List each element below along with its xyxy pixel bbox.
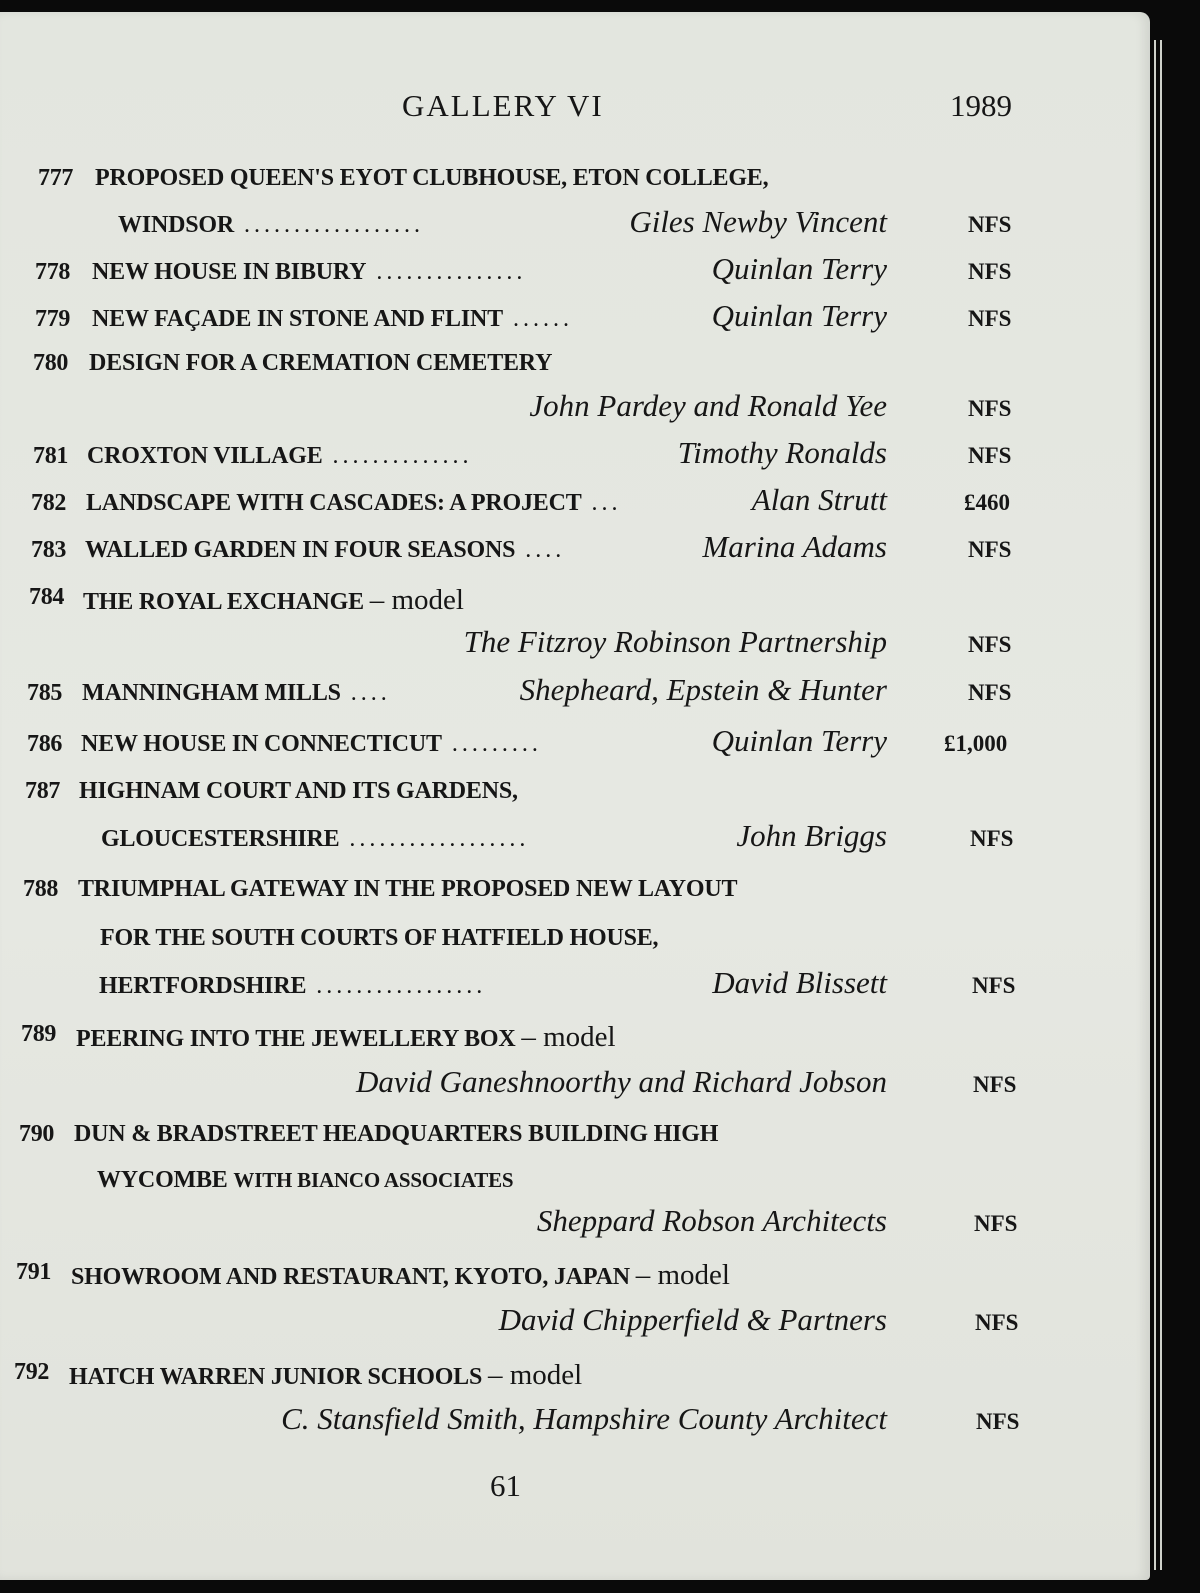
entry-number: 788 [23,876,59,902]
entry-price: NFS [972,973,1016,998]
entry-price: NFS [968,212,1012,237]
entry-number: 787 [25,778,61,804]
entry-price: NFS [968,396,1012,421]
entry-price: NFS [973,1072,1017,1097]
entry-artist: Quinlan Terry [711,298,887,333]
entry-price: NFS [968,443,1012,468]
entry-artist: Alan Strutt [751,482,887,517]
entry-title: PROPOSED QUEEN'S EYOT CLUBHOUSE, ETON COLLEGE, [95,165,769,191]
entry-price: NFS [975,1310,1019,1335]
entry-title: SHOWROOM AND RESTAURANT, KYOTO, JAPAN – model [71,1259,730,1291]
entry-number: 789 [21,1021,57,1047]
entry-medium: – model [521,1021,616,1053]
entry-title-continued: GLOUCESTERSHIRE .................. [101,826,530,852]
page-edge [1160,40,1162,1570]
entry-price: NFS [968,632,1012,657]
entry-title: TRIUMPHAL GATEWAY IN THE PROPOSED NEW LAYOUT [78,876,738,902]
entry-number: 783 [31,537,67,563]
entry-medium: – model [635,1259,730,1291]
entry-number: 786 [27,731,63,757]
entry-artist: C. Stansfield Smith, Hampshire County Architect [281,1401,887,1436]
entry-artist: John Briggs [736,818,887,853]
entry-price: £1,000 [944,731,1008,756]
entry-artist: David Blissett [712,965,887,1000]
entry-price: NFS [970,826,1014,851]
entry-number: 791 [16,1259,52,1285]
entry-price: NFS [976,1409,1020,1434]
entry-title-continued: WYCOMBE WITH BIANCO ASSOCIATES [97,1167,514,1193]
entry-title: NEW HOUSE IN BIBURY ............... [92,259,527,285]
entry-number: 781 [33,443,69,469]
entry-artist: Giles Newby Vincent [629,204,887,239]
entry-number: 782 [31,490,67,516]
entry-price: NFS [974,1211,1018,1236]
entry-price: NFS [968,680,1012,705]
entry-artist: Marina Adams [702,529,887,564]
entry-number: 790 [19,1121,55,1147]
entry-number: 778 [35,259,71,285]
entry-medium: – model [369,584,464,616]
entry-artist: Quinlan Terry [711,723,887,758]
gallery-heading: GALLERY VI [402,88,604,123]
entry-artist: Sheppard Robson Architects [536,1203,887,1238]
entry-title: HIGHNAM COURT AND ITS GARDENS, [79,778,518,804]
entry-title-continued: HERTFORDSHIRE ................. [99,973,487,999]
entry-artist: David Ganeshnoorthy and Richard Jobson [356,1064,887,1099]
entry-number: 785 [27,680,63,706]
page-number: 61 [490,1468,521,1503]
entry-title: DUN & BRADSTREET HEADQUARTERS BUILDING HIGH [74,1121,719,1147]
entry-price: NFS [968,306,1012,331]
entry-title-continued: FOR THE SOUTH COURTS OF HATFIELD HOUSE, [100,925,659,951]
entry-title: HATCH WARREN JUNIOR SCHOOLS – model [69,1359,583,1391]
entry-number: 779 [35,306,71,332]
entry-artist: Shepheard, Epstein & Hunter [519,672,887,707]
entry-artist: David Chipperfield & Partners [498,1302,887,1337]
page-edge [1154,40,1156,1570]
entry-number: 777 [38,165,74,191]
entry-title: THE ROYAL EXCHANGE – model [83,584,464,616]
entry-title: NEW FAÇADE IN STONE AND FLINT ...... [92,306,573,332]
entry-price: NFS [968,259,1012,284]
entry-artist: Timothy Ronalds [677,435,887,470]
entry-number: 792 [14,1359,50,1385]
entry-artist: The Fitzroy Robinson Partnership [463,624,887,659]
entry-title: NEW HOUSE IN CONNECTICUT ......... [81,731,542,757]
entry-title: MANNINGHAM MILLS .... [82,680,391,706]
entry-title: LANDSCAPE WITH CASCADES: A PROJECT ... [86,490,622,516]
entry-title: CROXTON VILLAGE .............. [87,443,473,469]
entry-artist: John Pardey and Ronald Yee [529,388,887,423]
entry-title-continued: WINDSOR .................. [118,212,424,238]
entry-number: 780 [33,350,69,376]
entry-artist: Quinlan Terry [711,251,887,286]
entry-price: NFS [968,537,1012,562]
entry-number: 784 [29,584,65,610]
entry-title: PEERING INTO THE JEWELLERY BOX – model [76,1021,616,1053]
catalogue-year: 1989 [950,88,1012,123]
entry-price: £460 [964,490,1010,515]
entry-title: DESIGN FOR A CREMATION CEMETERY [89,350,553,376]
entry-title: WALLED GARDEN IN FOUR SEASONS .... [85,537,566,563]
entry-medium: – model [487,1359,583,1391]
